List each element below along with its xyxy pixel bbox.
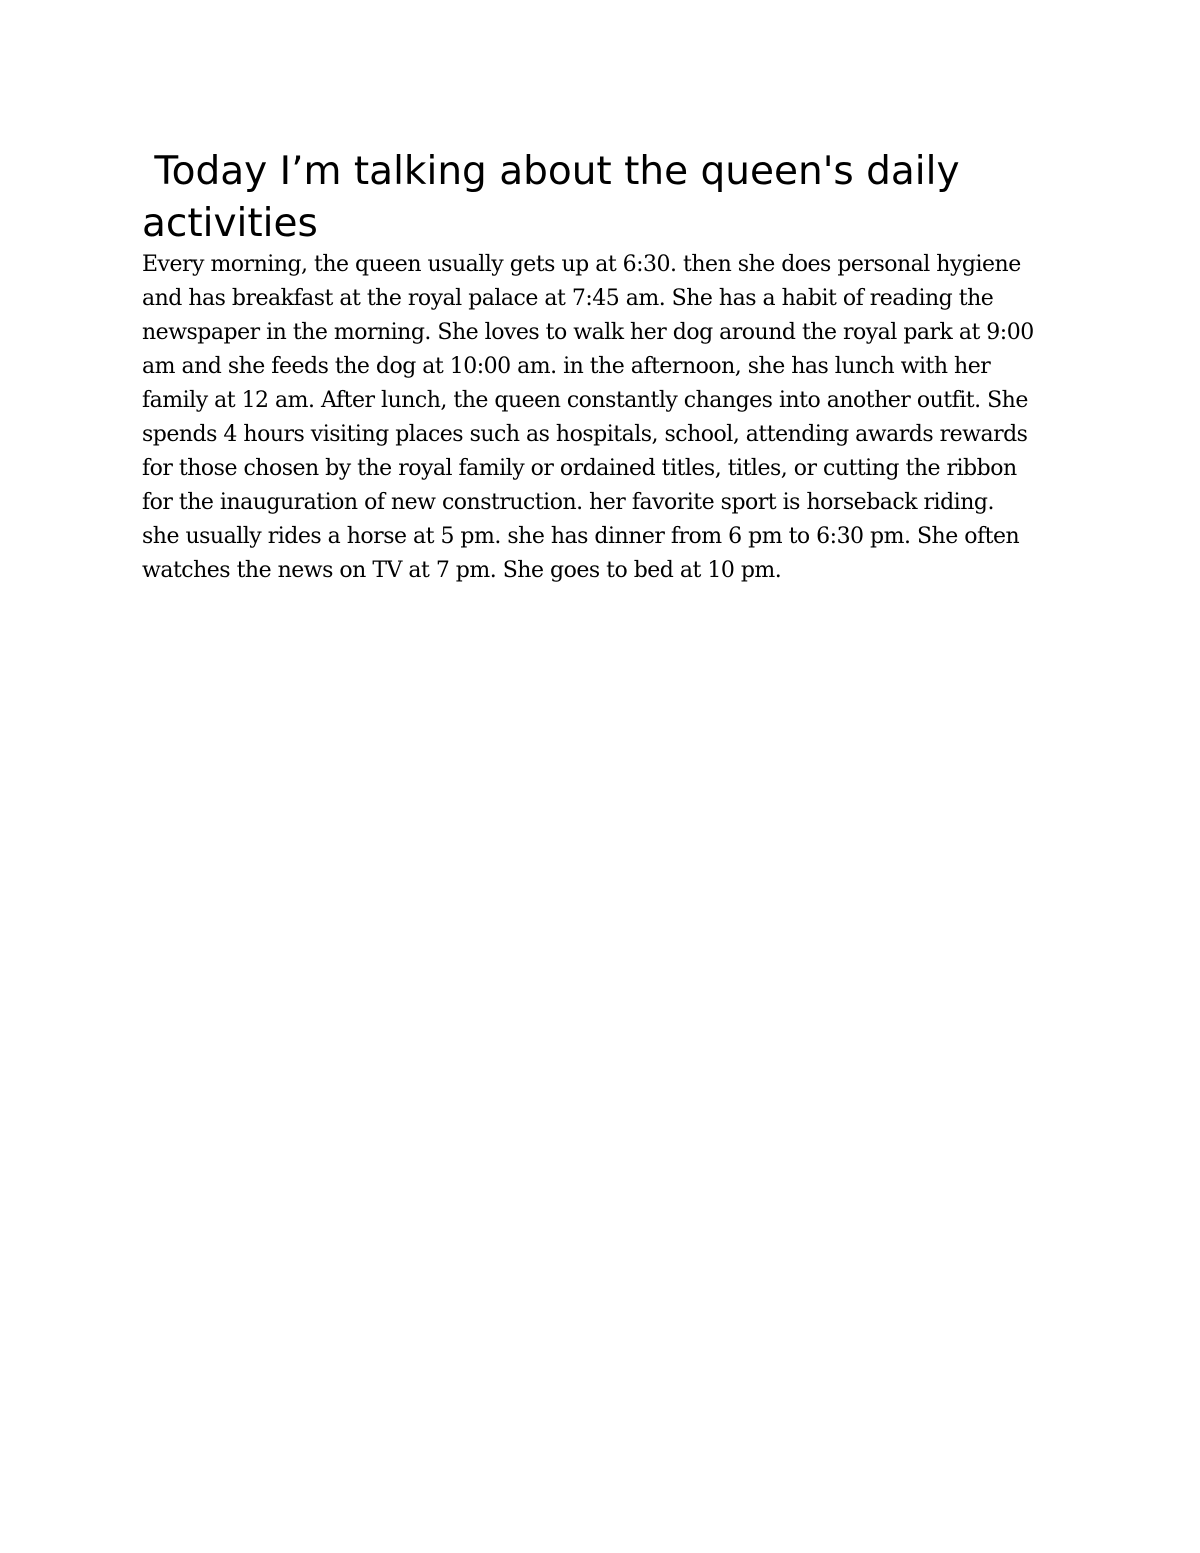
- body-line: am and she feeds the dog at 10:00 am. in the afternoon, she has lunch with her: [142, 354, 991, 379]
- body-line: and has breakfast at the royal palace at 7:45 am. She has a habit of reading the: [142, 286, 994, 311]
- document-body: [142, 248, 1062, 588]
- body-line: family at 12 am. After lunch, the queen constantly changes into another outfit. She: [142, 388, 1028, 413]
- body-line: Every morning, the queen usually gets up at 6:30. then she does personal hygiene: [142, 252, 1021, 277]
- body-line: she usually rides a horse at 5 pm. she has dinner from 6 pm to 6:30 pm. She often: [142, 524, 1020, 549]
- body-line: newspaper in the morning. She loves to walk her dog around the royal park at 9:00: [142, 320, 1034, 345]
- document-title: Today I’m talking about the queen's daily activities: [142, 149, 972, 246]
- body-line: for the inauguration of new construction. her favorite sport is horseback riding.: [142, 490, 994, 515]
- body-line: spends 4 hours visiting places such as hospitals, school, attending awards rewards: [142, 422, 1028, 447]
- body-line: for those chosen by the royal family or ordained titles, titles, or cutting the ribbon: [142, 456, 1017, 481]
- body-line: watches the news on TV at 7 pm. She goes to bed at 10 pm.: [142, 558, 782, 583]
